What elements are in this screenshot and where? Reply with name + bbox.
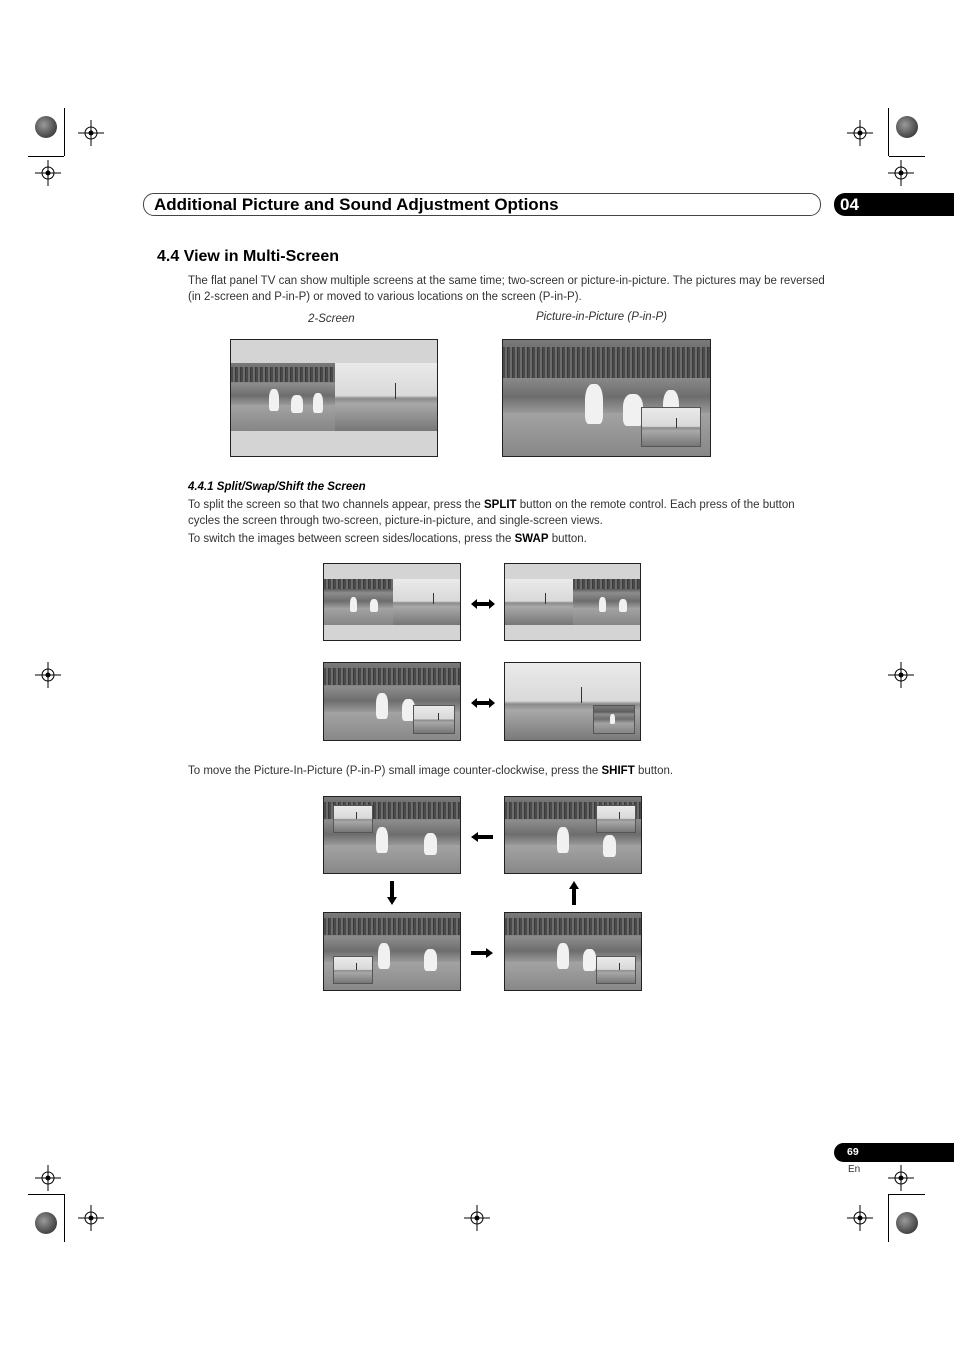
crowd [324,918,461,935]
boat-mast [433,593,434,604]
crowd [324,579,393,589]
player-figure [583,949,596,971]
split-text-pre: To split the screen so that two channels appear, press the [188,499,484,511]
swap-paragraph [188,531,828,547]
pip-inset-image [593,705,635,734]
player-figure [603,835,616,857]
chapter-number: 04 [834,193,954,216]
arrow-left-icon [471,831,493,843]
registration-mark-icon [888,1165,914,1191]
pip-inset-image [333,956,373,984]
caption-two-screen: 2-Screen [308,313,355,325]
crowd [573,579,641,589]
intro-paragraph: The flat panel TV can show multiple screens at the same time; two-screen or picture-in-picture. The pictures may be reversed (in 2-screen and P-in-P) or moved to various locations on the screen (P-in-P). [188,275,825,303]
registration-mark-icon [35,662,61,688]
registration-mark-icon [35,160,61,186]
field [324,608,393,625]
crop-line [889,1194,925,1195]
pip-inset-image [596,805,636,833]
color-bar-circle-icon [896,1212,918,1234]
player-figure [424,833,437,855]
swap-key: SWAP [514,533,549,545]
shift-pip-bottom-left [323,912,461,991]
split-paragraph [188,497,828,529]
color-bar-circle-icon [35,116,57,138]
shift-pip-top-right [504,796,642,874]
double-arrow-icon [471,598,495,610]
color-bar-circle-icon [35,1212,57,1234]
shift-paragraph [188,763,848,779]
crop-line [64,108,65,156]
baseball-image [324,579,393,625]
crop-line [28,156,64,157]
registration-mark-icon [847,120,873,146]
baseball-image [231,363,335,431]
boat-mast [395,383,396,399]
shift-text-pre: To move the Picture-In-Picture (P-in-P) small image counter-clockwise, press the [188,765,602,777]
player-figure [610,714,615,724]
registration-mark-icon [78,120,104,146]
swap-pip-before [323,662,461,741]
registration-mark-icon [78,1205,104,1231]
crowd [505,918,642,935]
registration-mark-icon [847,1205,873,1231]
shift-pip-bottom-right [504,912,642,991]
field [505,845,642,874]
two-screen-illustration [230,339,438,457]
player-figure [619,599,627,612]
crop-line [28,1194,64,1195]
player-figure [424,949,437,971]
arrow-down-icon [386,881,398,905]
boat-mast [676,418,677,428]
boat-mast [581,687,582,703]
player-figure [557,943,569,969]
player-figure [269,389,279,411]
seascape-image [393,579,461,625]
registration-mark-icon [464,1205,490,1231]
player-figure [376,693,388,719]
swap-text-post: button. [548,533,587,545]
boat-mast [545,593,546,604]
header-title: Additional Picture and Sound Adjustment Options [154,195,559,214]
split-text-post: button on the remote control. Each press of the button cycles the screen through two-screen, picture-in-picture, and single-screen views. [188,499,795,527]
subsection-title: 4.4.1 Split/Swap/Shift the Screen [188,481,366,493]
player-figure [376,827,388,853]
swap-two-screen-after [504,563,641,641]
boat-mast [438,713,439,720]
pip-inset-image [596,956,636,984]
player-figure [585,384,603,424]
page-number: 69 [834,1143,954,1162]
boat-mast [356,812,357,819]
field [573,608,641,625]
player-figure [557,827,569,853]
swap-text-pre: To switch the images between screen sides/locations, press the [188,533,515,545]
crop-line [889,156,925,157]
arrow-up-icon [568,881,580,905]
crop-line [64,1194,65,1242]
seascape-image [505,579,573,625]
shift-key: SHIFT [601,765,635,777]
swap-pip-after [504,662,641,741]
section-title: 4.4 View in Multi-Screen [157,248,339,265]
seascape-image [335,363,438,431]
crowd [231,367,335,382]
field [324,845,461,874]
baseball-image [573,579,641,625]
player-figure [370,599,378,612]
caption-pip: Picture-in-Picture (P-in-P) [536,311,667,323]
boat-mast [619,963,620,970]
player-figure [599,597,606,612]
pip-inset-image [413,705,455,734]
shift-pip-top-left [323,796,461,874]
crop-line [888,108,889,156]
registration-mark-icon [888,662,914,688]
player-figure [378,943,390,969]
player-figure [313,393,323,413]
pip-inset-image [641,407,701,447]
registration-mark-icon [35,1165,61,1191]
player-figure [350,597,357,612]
pip-inset-image [333,805,373,833]
player-figure [623,394,643,426]
double-arrow-icon [471,697,495,709]
crowd [324,668,461,685]
language-label: En [848,1164,861,1175]
pip-illustration [502,339,711,457]
color-bar-circle-icon [896,116,918,138]
field [594,723,634,733]
crowd [503,347,711,378]
crop-line [888,1194,889,1242]
boat-mast [356,963,357,970]
swap-two-screen-before [323,563,461,641]
registration-mark-icon [888,160,914,186]
arrow-right-icon [471,947,493,959]
split-key: SPLIT [483,499,517,511]
boat-mast [619,812,620,819]
shift-text-post: button. [634,765,674,777]
player-figure [291,395,303,413]
